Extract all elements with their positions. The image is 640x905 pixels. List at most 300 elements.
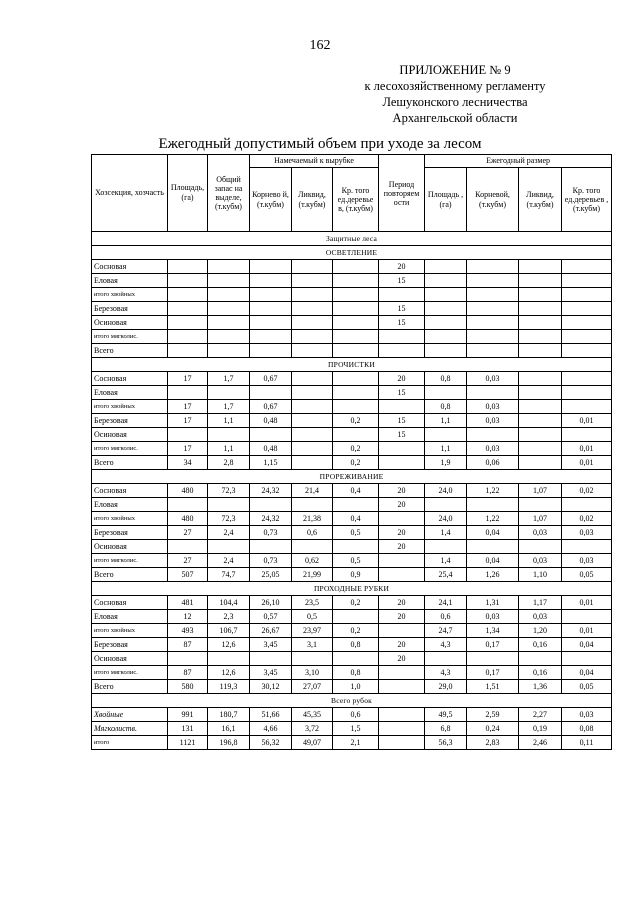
table-cell: 0,8 [333, 638, 379, 652]
table-cell: 30,12 [250, 680, 292, 694]
table-cell: 0,08 [562, 722, 612, 736]
table-cell: 0,03 [519, 554, 562, 568]
table-cell [292, 540, 333, 554]
table-cell: 480 [168, 484, 208, 498]
row-label: Сосновая [92, 372, 168, 386]
table-cell: 1,1 [425, 442, 467, 456]
table-cell [333, 260, 379, 274]
table-cell: 3,1 [292, 638, 333, 652]
table-cell: 0,01 [562, 456, 612, 470]
table-cell [519, 316, 562, 330]
table-cell: 0,17 [467, 638, 519, 652]
table-cell [208, 428, 250, 442]
table-row [92, 554, 612, 568]
table-cell: 1,36 [519, 680, 562, 694]
appendix-line-4: Архангельской области [392, 111, 518, 125]
table-cell [208, 302, 250, 316]
row-label: итого мягколис. [92, 330, 168, 344]
table-row [92, 260, 612, 274]
header-area: Площадь, (га) [168, 155, 208, 232]
table-cell [250, 302, 292, 316]
table-cell: 507 [168, 568, 208, 582]
table-row [92, 638, 612, 652]
table-cell [333, 540, 379, 554]
table-cell: 3,72 [292, 722, 333, 736]
table-cell [292, 400, 333, 414]
table-cell: 0,5 [333, 526, 379, 540]
section-row [92, 470, 612, 484]
table-cell: 131 [168, 722, 208, 736]
table-cell: 0,6 [425, 610, 467, 624]
section-label: Защитные леса [92, 232, 612, 246]
section-label: ПРОРЕЖИВАНИЕ [92, 470, 612, 484]
table-row [92, 680, 612, 694]
table-cell: 104,4 [208, 596, 250, 610]
table-cell: 0,19 [519, 722, 562, 736]
table-cell [519, 260, 562, 274]
table-row [92, 512, 612, 526]
table-cell [333, 372, 379, 386]
table-cell [168, 498, 208, 512]
table-cell [168, 274, 208, 288]
table-cell: 15 [379, 302, 425, 316]
table-cell [250, 288, 292, 302]
table-row [92, 288, 612, 302]
table-cell: 16,1 [208, 722, 250, 736]
table-cell [168, 288, 208, 302]
table-cell: 2,27 [519, 708, 562, 722]
table-cell [250, 652, 292, 666]
table-cell [519, 330, 562, 344]
table-cell [379, 456, 425, 470]
table-cell [379, 554, 425, 568]
table-row [92, 372, 612, 386]
table-cell: 0,48 [250, 442, 292, 456]
table-row [92, 708, 612, 722]
table-cell [519, 344, 562, 358]
section-row [92, 358, 612, 372]
table-cell [250, 386, 292, 400]
table-cell [208, 316, 250, 330]
table-cell: 24,32 [250, 512, 292, 526]
table-cell: 17 [168, 372, 208, 386]
table-cell [467, 288, 519, 302]
table-cell [292, 498, 333, 512]
table-cell: 12 [168, 610, 208, 624]
table-cell [292, 260, 333, 274]
table-cell [333, 344, 379, 358]
table-cell [333, 428, 379, 442]
table-cell [467, 652, 519, 666]
table-cell: 24,32 [250, 484, 292, 498]
row-label: Осиновая [92, 316, 168, 330]
table-cell [168, 302, 208, 316]
table-cell: 0,4 [333, 484, 379, 498]
table-cell [250, 316, 292, 330]
table-cell [519, 540, 562, 554]
table-cell [425, 428, 467, 442]
table-cell: 34 [168, 456, 208, 470]
table-cell: 1,15 [250, 456, 292, 470]
table-cell [379, 722, 425, 736]
table-cell: 1,22 [467, 512, 519, 526]
table-cell: 72,3 [208, 484, 250, 498]
table-cell [333, 610, 379, 624]
table-cell: 12,6 [208, 638, 250, 652]
table-cell: 21,4 [292, 484, 333, 498]
table-cell [425, 498, 467, 512]
section-row [92, 582, 612, 596]
table-row [92, 274, 612, 288]
table-cell: 0,6 [292, 526, 333, 540]
row-label: Всего [92, 568, 168, 582]
table-cell [562, 344, 612, 358]
table-cell [168, 428, 208, 442]
table-cell: 27 [168, 554, 208, 568]
table-cell: 0,73 [250, 554, 292, 568]
table-cell: 20 [379, 498, 425, 512]
table-cell [168, 330, 208, 344]
section-label: ОСВЕТЛЕНИЕ [92, 246, 612, 260]
table-cell [292, 442, 333, 456]
row-label: Сосновая [92, 596, 168, 610]
table-cell [292, 316, 333, 330]
table-cell [292, 386, 333, 400]
table-cell: 0,03 [519, 526, 562, 540]
table-cell: 0,02 [562, 512, 612, 526]
table-cell: 15 [379, 316, 425, 330]
table-cell: 0,03 [562, 708, 612, 722]
table-cell [250, 344, 292, 358]
table-cell [467, 260, 519, 274]
table-cell: 21,38 [292, 512, 333, 526]
table-cell [250, 540, 292, 554]
appendix-line-3: Лешуконского лесничества [382, 95, 528, 109]
appendix-line-1: ПРИЛОЖЕНИЕ № 9 [399, 63, 511, 77]
table-cell: 56,32 [250, 736, 292, 750]
table-cell: 23,5 [292, 596, 333, 610]
table-cell: 0,03 [519, 610, 562, 624]
table-cell [467, 330, 519, 344]
table-cell: 0,2 [333, 456, 379, 470]
table-cell [168, 652, 208, 666]
table-cell [168, 344, 208, 358]
table-cell: 180,7 [208, 708, 250, 722]
table-cell: 2,1 [333, 736, 379, 750]
row-label: Сосновая [92, 484, 168, 498]
table-cell: 0,04 [467, 526, 519, 540]
table-cell [379, 736, 425, 750]
table-cell: 27 [168, 526, 208, 540]
table-row [92, 736, 612, 750]
table-cell: 3,45 [250, 638, 292, 652]
table-cell [168, 260, 208, 274]
row-label: Хвойные [92, 708, 168, 722]
table-cell [208, 274, 250, 288]
table-cell: 0,04 [562, 638, 612, 652]
table-cell [562, 288, 612, 302]
table-cell [292, 302, 333, 316]
table-row [92, 596, 612, 610]
table-cell: 0,03 [467, 414, 519, 428]
table-cell: 0,8 [333, 666, 379, 680]
table-cell: 17 [168, 414, 208, 428]
table-cell [425, 330, 467, 344]
table-row [92, 652, 612, 666]
table-cell [519, 498, 562, 512]
table-cell: 0,57 [250, 610, 292, 624]
table-cell: 0,9 [333, 568, 379, 582]
table-cell: 1,34 [467, 624, 519, 638]
table-cell [208, 386, 250, 400]
section-row [92, 246, 612, 260]
table-cell: 1,51 [467, 680, 519, 694]
table-cell: 3,45 [250, 666, 292, 680]
table-cell [250, 330, 292, 344]
table-cell: 17 [168, 442, 208, 456]
table-cell [208, 260, 250, 274]
table-row [92, 302, 612, 316]
table-cell: 1,9 [425, 456, 467, 470]
table-cell [519, 372, 562, 386]
row-label: итого мягколис. [92, 442, 168, 456]
table-cell: 1,17 [519, 596, 562, 610]
table-cell: 0,03 [467, 610, 519, 624]
table-cell: 0,5 [333, 554, 379, 568]
table-cell: 1,10 [519, 568, 562, 582]
table-cell: 4,66 [250, 722, 292, 736]
table-row [92, 330, 612, 344]
row-label: Осиновая [92, 540, 168, 554]
table-cell: 51,66 [250, 708, 292, 722]
table-cell [208, 330, 250, 344]
table-cell: 15 [379, 386, 425, 400]
table-cell: 0,01 [562, 442, 612, 456]
table-cell: 0,67 [250, 400, 292, 414]
table-cell: 20 [379, 610, 425, 624]
table-cell [379, 330, 425, 344]
table-row [92, 722, 612, 736]
table-cell [425, 540, 467, 554]
table-cell [333, 652, 379, 666]
table-cell [562, 540, 612, 554]
row-label: итого хвойных [92, 512, 168, 526]
table-cell [519, 386, 562, 400]
table-cell [425, 288, 467, 302]
table-cell [292, 456, 333, 470]
table-cell [425, 316, 467, 330]
table-row [92, 316, 612, 330]
row-label: Всего [92, 680, 168, 694]
table-cell: 49,07 [292, 736, 333, 750]
table-cell [562, 610, 612, 624]
table-cell: 0,03 [467, 400, 519, 414]
table-cell: 0,01 [562, 624, 612, 638]
table-cell: 481 [168, 596, 208, 610]
table-cell: 2,83 [467, 736, 519, 750]
header-liquid-annual: Ликвид, (т.кубм) [519, 168, 562, 232]
table-cell: 0,67 [250, 372, 292, 386]
table-cell [250, 274, 292, 288]
table-row [92, 540, 612, 554]
table-cell: 480 [168, 512, 208, 526]
table-row [92, 386, 612, 400]
table-cell: 1,22 [467, 484, 519, 498]
table-cell: 20 [379, 596, 425, 610]
table-cell [379, 288, 425, 302]
table-cell: 0,8 [425, 372, 467, 386]
table-cell: 0,4 [333, 512, 379, 526]
header-hozsection: Хозсекция, хозчасть [92, 155, 168, 232]
row-label: Всего [92, 456, 168, 470]
table-cell [425, 260, 467, 274]
table-cell: 20 [379, 652, 425, 666]
table-cell: 1,7 [208, 372, 250, 386]
table-row [92, 344, 612, 358]
table-row [92, 610, 612, 624]
table-cell [519, 400, 562, 414]
row-label: итого [92, 736, 168, 750]
header-root-planned: Корнево й, (т.кубм) [250, 168, 292, 232]
table-cell [562, 302, 612, 316]
table-row [92, 526, 612, 540]
table-cell: 1121 [168, 736, 208, 750]
table-cell [208, 288, 250, 302]
table-cell: 0,48 [250, 414, 292, 428]
table-cell [467, 428, 519, 442]
table-cell: 45,35 [292, 708, 333, 722]
table-cell: 1,1 [425, 414, 467, 428]
table-cell: 15 [379, 274, 425, 288]
table-cell: 1,4 [425, 526, 467, 540]
table-cell: 0,03 [562, 554, 612, 568]
table-cell: 24,7 [425, 624, 467, 638]
table-cell [519, 456, 562, 470]
table-cell: 1,7 [208, 400, 250, 414]
table-cell: 1,26 [467, 568, 519, 582]
table-cell: 1,4 [425, 554, 467, 568]
row-label: Еловая [92, 610, 168, 624]
table-cell: 196,8 [208, 736, 250, 750]
table-cell: 26,67 [250, 624, 292, 638]
table-cell [519, 428, 562, 442]
table-cell: 24,1 [425, 596, 467, 610]
table-cell [333, 288, 379, 302]
section-row [92, 694, 612, 708]
table-cell [562, 372, 612, 386]
table-cell: 17 [168, 400, 208, 414]
table-cell [333, 302, 379, 316]
table-cell [333, 274, 379, 288]
row-label: Мягколиств. [92, 722, 168, 736]
table-cell: 0,2 [333, 596, 379, 610]
table-row [92, 624, 612, 638]
table-cell [467, 498, 519, 512]
row-label: Еловая [92, 274, 168, 288]
table-row [92, 568, 612, 582]
row-label: Еловая [92, 498, 168, 512]
table-cell [519, 414, 562, 428]
table-cell [425, 344, 467, 358]
table-cell: 991 [168, 708, 208, 722]
row-label: итого хвойных [92, 288, 168, 302]
table-cell: 580 [168, 680, 208, 694]
table-cell [292, 288, 333, 302]
table-row [92, 400, 612, 414]
page-number: 162 [309, 38, 331, 53]
table-cell: 24,0 [425, 512, 467, 526]
table-cell: 1,20 [519, 624, 562, 638]
header-kr-annual: Кр. того ед.деревьев , (т.кубм) [562, 168, 612, 232]
header-annual-group: Ежегодный размер [425, 155, 612, 168]
row-label: Всего [92, 344, 168, 358]
table-cell [562, 274, 612, 288]
table-cell [425, 652, 467, 666]
appendix-header [340, 62, 570, 126]
table-cell [208, 540, 250, 554]
table-cell: 0,03 [467, 372, 519, 386]
table-cell: 0,16 [519, 638, 562, 652]
table-cell [562, 400, 612, 414]
table-cell [562, 428, 612, 442]
row-label: Осиновая [92, 428, 168, 442]
table-cell: 20 [379, 372, 425, 386]
table-cell [562, 652, 612, 666]
table-cell: 15 [379, 414, 425, 428]
table-cell [467, 316, 519, 330]
table-cell: 0,24 [467, 722, 519, 736]
table-cell [467, 386, 519, 400]
table-cell: 4,3 [425, 666, 467, 680]
table-row [92, 442, 612, 456]
table-cell: 0,02 [562, 484, 612, 498]
table-cell: 1,1 [208, 414, 250, 428]
row-label: итого хвойных [92, 400, 168, 414]
table-row [92, 428, 612, 442]
table-cell: 0,01 [562, 596, 612, 610]
table-cell: 0,73 [250, 526, 292, 540]
table-cell [379, 708, 425, 722]
table-cell [467, 274, 519, 288]
table-cell [333, 400, 379, 414]
table-cell [208, 344, 250, 358]
table-cell: 2,46 [519, 736, 562, 750]
table-cell [168, 316, 208, 330]
row-label: итого мягколис. [92, 554, 168, 568]
table-cell: 25,05 [250, 568, 292, 582]
table-cell [562, 316, 612, 330]
table-row [92, 498, 612, 512]
table-cell: 74,7 [208, 568, 250, 582]
section-row [92, 232, 612, 246]
table-cell: 20 [379, 526, 425, 540]
header-period: Период повторяем ости [379, 155, 425, 232]
table-cell: 2,4 [208, 554, 250, 568]
table-cell: 1,0 [333, 680, 379, 694]
table-cell [379, 568, 425, 582]
table-cell [379, 442, 425, 456]
table-cell [333, 498, 379, 512]
table-cell [292, 330, 333, 344]
row-label: Березовая [92, 414, 168, 428]
table-cell: 0,62 [292, 554, 333, 568]
table-cell [379, 666, 425, 680]
row-label: Березовая [92, 638, 168, 652]
table-cell [250, 428, 292, 442]
table-cell: 56,3 [425, 736, 467, 750]
table-title: Ежегодный допустимый объем при уходе за лесом [158, 136, 482, 152]
table-cell [292, 372, 333, 386]
